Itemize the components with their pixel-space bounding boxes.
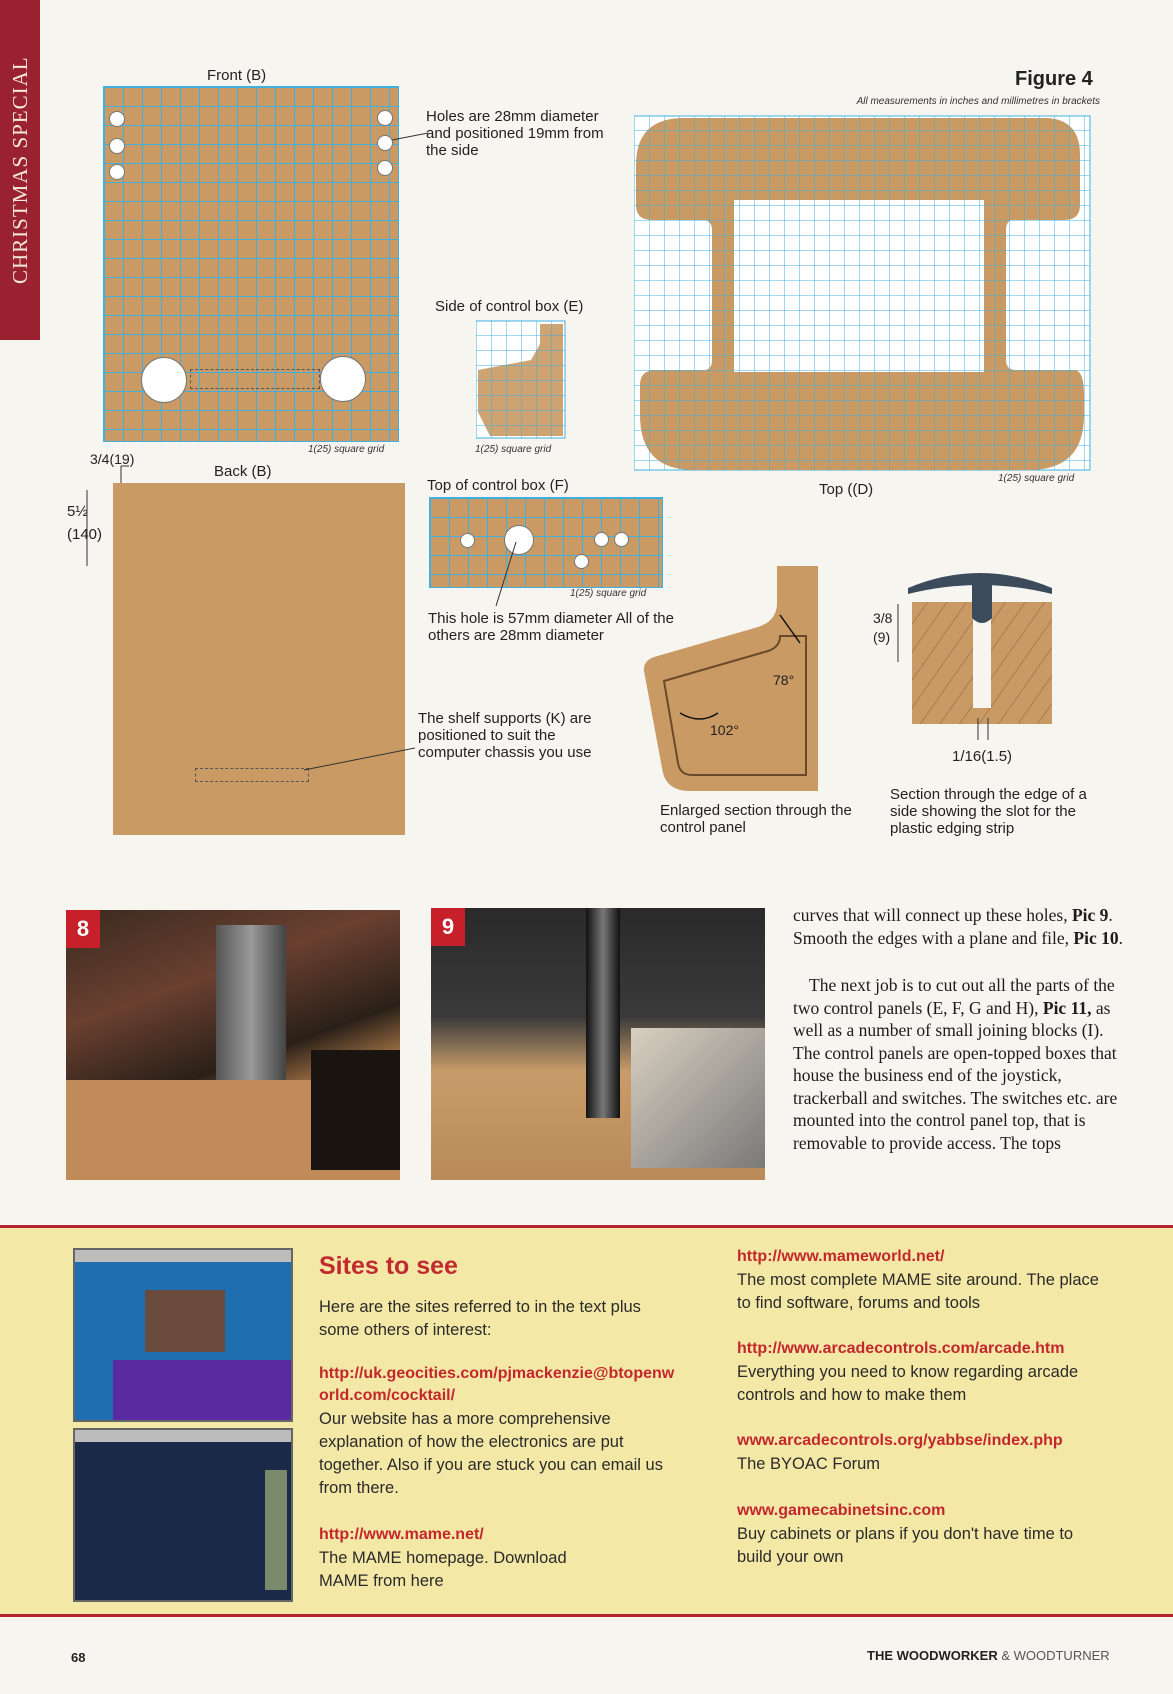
front-hole-large	[320, 356, 366, 402]
section-tab	[0, 0, 40, 340]
site-desc-mameworld: The most complete MAME site around. The place to find software, forums and tools	[737, 1271, 1099, 1312]
shelf-note: The shelf supports (K) are positioned to suit the computer chassis you use	[418, 710, 592, 761]
side-box-label: Side of control box (E)	[435, 298, 584, 315]
top-d-drawing	[634, 115, 1093, 473]
section-caption: Section through the edge of a side showing the slot for the plastic edging strip	[890, 786, 1087, 837]
slot-dim-width: 1/16(1.5)	[952, 748, 1013, 765]
website-screenshot-2	[73, 1428, 293, 1602]
back-shelf-slot	[195, 768, 309, 782]
photo-9-badge: 9	[431, 908, 465, 946]
front-hole	[377, 135, 393, 151]
front-hole	[377, 160, 393, 176]
top-box-panel	[429, 497, 663, 588]
site-link-gamecabinets[interactable]: www.gamecabinetsinc.com	[737, 1502, 946, 1519]
side-box-grid-note: 1(25) square grid	[475, 444, 552, 455]
sites-panel	[0, 1225, 1173, 1617]
front-hole	[377, 110, 393, 126]
top-box-hole	[594, 532, 609, 547]
back-panel	[113, 483, 405, 835]
back-label: Back (B)	[214, 463, 272, 480]
top-d-label: Top ((D)	[819, 481, 874, 498]
enlarged-section-drawing	[640, 563, 822, 793]
photo-8	[66, 910, 400, 1180]
site-link-geocities[interactable]: http://uk.geocities.com/pjmackenzie@btopenworld.com/cocktail/	[319, 1365, 675, 1404]
top-d-grid-note: 1(25) square grid	[998, 473, 1075, 484]
front-label: Front (B)	[207, 67, 267, 84]
enlarged-caption: Enlarged section through the control panel	[660, 802, 852, 836]
front-hole	[109, 111, 125, 127]
photo-9-cutout	[631, 1028, 765, 1168]
site-link-arcadecontrols[interactable]: http://www.arcadecontrols.com/arcade.htm	[737, 1340, 1065, 1357]
slot-dim-b: (9)	[873, 629, 891, 645]
front-hole-large	[141, 357, 187, 403]
sites-intro: Here are the sites referred to in the text plus some others of interest:	[319, 1298, 641, 1339]
sites-title: Sites to see	[319, 1252, 458, 1280]
front-slot	[190, 369, 320, 389]
angle-78: 78°	[773, 672, 795, 688]
side-box-drawing	[476, 320, 568, 442]
back-dim-side-a: 5½	[67, 503, 88, 520]
front-hole	[109, 138, 125, 154]
site-desc-geocities: Our website has a more comprehensive explanation of how the electronics are put together. Also if you are stuck you can email us from there.	[319, 1410, 663, 1497]
shelf-leader	[300, 745, 420, 775]
site-link-mame[interactable]: http://www.mame.net/	[319, 1526, 484, 1543]
front-hole	[109, 164, 125, 180]
edge-section-drawing	[880, 558, 1060, 758]
figure-subtitle: All measurements in inches and millimetres in brackets	[856, 96, 1100, 107]
top-box-hole	[460, 533, 475, 548]
photo-8-cutout	[311, 1050, 400, 1170]
body-paragraph-1: curves that will connect up these holes, Pic 9. Smooth the edges with a plane and file, Pic 10.	[793, 905, 1123, 948]
section-tab-label: CHRISTMAS SPECIAL	[8, 56, 32, 284]
site-desc-mame: The MAME homepage. Download MAME from here	[319, 1549, 567, 1590]
top-box-grid-note: 1(25) square grid	[570, 588, 647, 599]
magazine-name: THE WOODWORKER & WOODTURNER	[867, 1648, 1110, 1663]
holes-note: Holes are 28mm diameter and positioned 19mm from the side	[426, 108, 604, 159]
photo-9	[431, 908, 765, 1180]
angle-102: 102°	[710, 722, 739, 738]
top-box-hole	[614, 532, 629, 547]
site-link-mameworld[interactable]: http://www.mameworld.net/	[737, 1248, 945, 1265]
front-panel	[103, 86, 399, 442]
site-link-byoac[interactable]: www.arcadecontrols.org/yabbse/index.php	[737, 1432, 1063, 1449]
site-desc-gamecabinets: Buy cabinets or plans if you don't have time to build your own	[737, 1525, 1074, 1566]
slot-dim-a: 3/8	[873, 610, 893, 626]
site-desc-arcadecontrols: Everything you need to know regarding arcade controls and how to make them	[737, 1363, 1079, 1404]
photo-8-drill	[216, 925, 286, 1095]
hole57-leader	[490, 540, 520, 610]
photo-9-blade	[586, 908, 620, 1118]
back-dim-side-b: (140)	[67, 526, 103, 543]
front-grid-note: 1(25) square grid	[308, 444, 385, 455]
site-desc-byoac: The BYOAC Forum	[737, 1455, 881, 1473]
top-box-hole	[574, 554, 589, 569]
body-paragraph-2: The next job is to cut out all the parts of the two control panels (E, F, G and H), Pic 11, as well as a number of small joining blocks (I). The control panels are open-topped boxes that house the business end of the joystick, trackerball and switches. The switches etc. are mounted into the control panel top, that is removable to provide access. The tops	[793, 975, 1118, 1153]
top-box-label: Top of control box (F)	[427, 477, 569, 494]
page-number: 68	[71, 1650, 86, 1665]
hole57-note: This hole is 57mm diameter All of the others are 28mm diameter	[428, 610, 674, 644]
back-dim-top: 3/4(19)	[90, 451, 135, 467]
figure-title: Figure 4	[1015, 68, 1093, 90]
website-screenshot-1	[73, 1248, 293, 1422]
photo-8-badge: 8	[66, 910, 100, 948]
